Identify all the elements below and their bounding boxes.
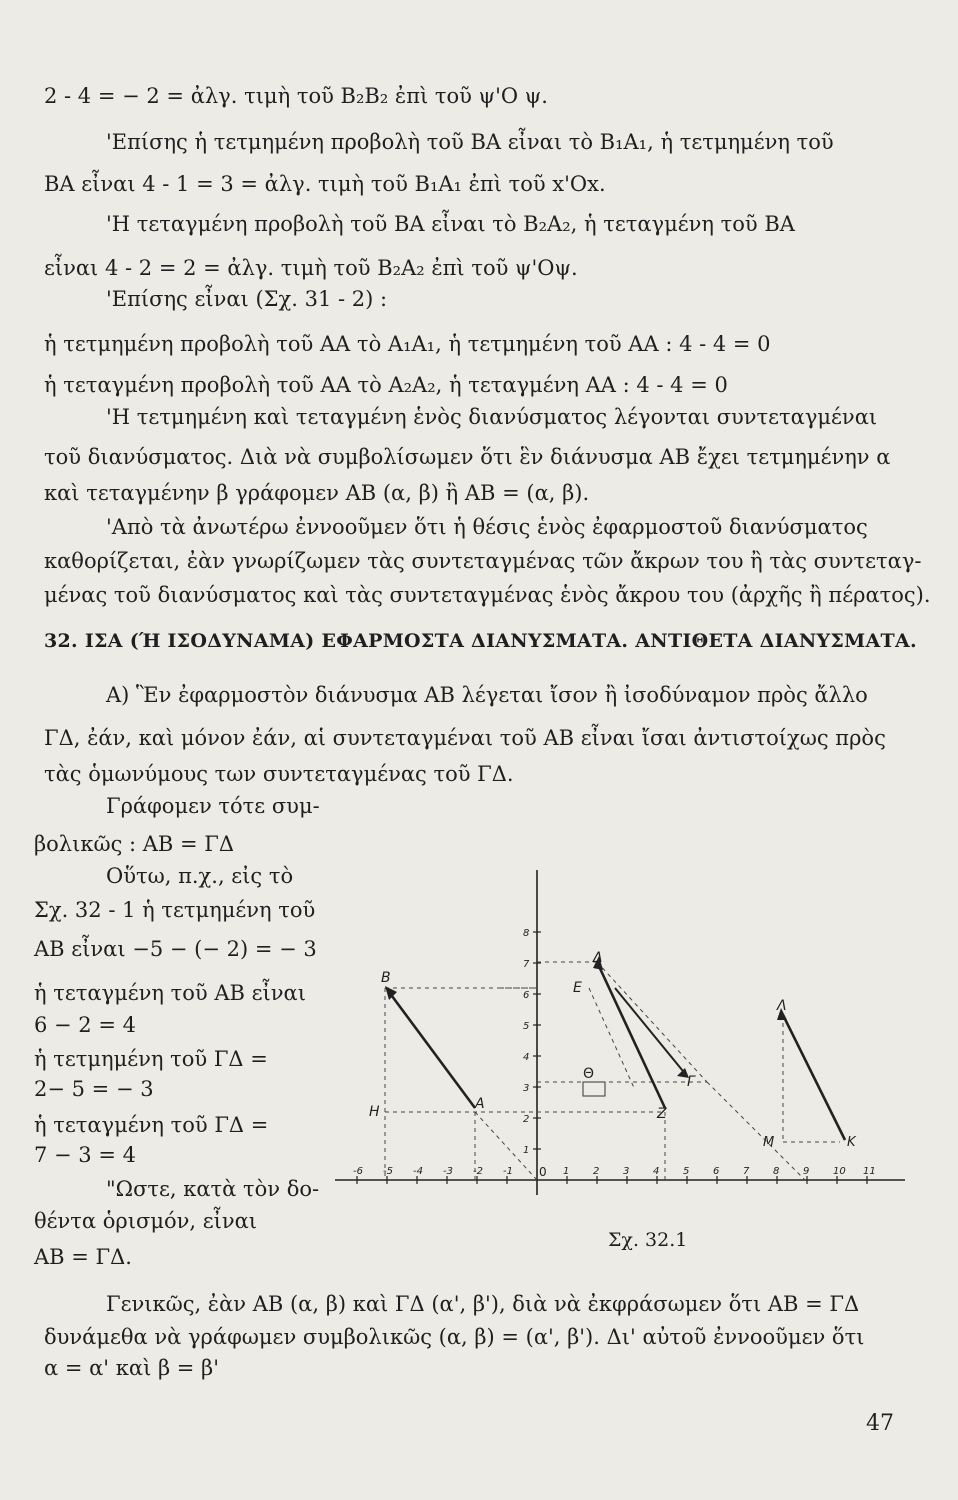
x-tick-label: 5 xyxy=(683,1166,690,1177)
x-tick-label: 3 xyxy=(623,1166,630,1177)
text-line: AB εἶναι −5 − (− 2) = − 3 xyxy=(34,937,317,961)
text-line: 7 − 3 = 4 xyxy=(34,1143,136,1167)
x-tick-label: 7 xyxy=(743,1166,750,1177)
point-label-delta: Δ xyxy=(593,950,603,966)
text-line: 'Επίσης εἶναι (Σχ. 31 - 2) : xyxy=(106,287,388,311)
text-line: "Ωστε, κατὰ τὸν δο- xyxy=(106,1177,320,1201)
y-tick-label: 4 xyxy=(523,1052,530,1063)
text-line: Σχ. 32 - 1 ἡ τετμημένη τοῦ xyxy=(34,898,316,922)
text-line: ἡ τετμημένη τοῦ ΓΔ = xyxy=(34,1047,268,1071)
section-heading: 32. ΙΣΑ (Ή ΙΣΟΔΥΝΑΜΑ) ΕΦΑΡΜΟΣΤΑ ΔΙΑΝΥΣΜΑΤΑ. ΑΝΤΙΘΕΤΑ ΔΙΑΝΥΣΜΑΤΑ. xyxy=(44,630,917,652)
vector-ez xyxy=(615,988,687,1076)
text-line: Γενικῶς, ἐὰν AB (α, β) καὶ ΓΔ (α', β'), διὰ νὰ ἐκφράσωμεν ὅτι AB = ΓΔ xyxy=(106,1292,860,1316)
page-number: 47 xyxy=(866,1411,894,1436)
text-line: 'Η τετμημένη καὶ τεταγμένη ἑνὸς διανύσματος λέγονται συντεταγμέναι xyxy=(106,405,878,429)
text-line: βολικῶς : AB = ΓΔ xyxy=(34,832,235,856)
origin-label: 0 xyxy=(539,1165,547,1179)
x-tick-label: -1 xyxy=(503,1166,513,1177)
x-tick-label: 4 xyxy=(653,1166,660,1177)
text-line: τὰς ὁμωνύμους των συντεταγμένας τοῦ ΓΔ. xyxy=(44,762,514,786)
point-label-lambda: Λ xyxy=(777,998,787,1014)
text-line: BA εἶναι 4 - 1 = 3 = ἀλγ. τιμὴ τοῦ B₁A₁ ἐπὶ τοῦ x'Ox. xyxy=(44,172,606,196)
figure-32-1 xyxy=(325,850,925,1210)
figure-caption: Σχ. 32.1 xyxy=(608,1229,688,1251)
text-line: 'Η τεταγμένη προβολὴ τοῦ BA εἶναι τὸ B₂A₂, ἡ τεταγμένη τοῦ BA xyxy=(106,212,795,236)
vector-lk xyxy=(783,1015,845,1140)
x-tick-label: 8 xyxy=(773,1166,780,1177)
text-line: καὶ τεταγμένην β γράφομεν AB (α, β) ἢ AB = (α, β). xyxy=(44,481,590,505)
text-line: α = α' καὶ β = β' xyxy=(44,1356,219,1380)
y-tick-label: 7 xyxy=(523,959,530,970)
point-label-m: M xyxy=(763,1135,775,1150)
text-line: θέντα ὁρισμόν, εἶναι xyxy=(34,1209,258,1233)
text-line: ἡ τεταγμένη τοῦ ΓΔ = xyxy=(34,1113,269,1137)
x-tick-label: 9 xyxy=(803,1166,810,1177)
x-tick-label: 2 xyxy=(593,1166,600,1177)
text-line: 'Επίσης ἡ τετμημένη προβολὴ τοῦ BA εἶναι τὸ B₁A₁, ἡ τετμημένη τοῦ xyxy=(106,130,834,154)
point-label-h: H xyxy=(369,1104,380,1120)
x-tick-label: 10 xyxy=(833,1166,846,1177)
x-tick-label: -6 xyxy=(353,1166,363,1177)
x-tick-label: 1 xyxy=(563,1166,570,1177)
x-tick-label: 11 xyxy=(863,1166,876,1177)
y-tick-label: 6 xyxy=(523,990,530,1001)
text-line: εἶναι 4 - 2 = 2 = ἀλγ. τιμὴ τοῦ B₂A₂ ἐπὶ τοῦ ψ'Οψ. xyxy=(44,256,578,280)
text-line: ΓΔ, ἐάν, καὶ μόνον ἐάν, αἱ συντεταγμέναι τοῦ AB εἶναι ἴσαι ἀντιστοίχως πρὸς xyxy=(44,726,886,750)
text-line: 2− 5 = − 3 xyxy=(34,1077,154,1101)
text-line: ἡ τετμημένη προβολὴ τοῦ AA τὸ A₁A₁, ἡ τετμημένη τοῦ AA : 4 - 4 = 0 xyxy=(44,332,771,356)
x-tick-label: -2 xyxy=(473,1166,483,1177)
text-line: Γράφομεν τότε συμ- xyxy=(106,794,320,818)
x-tick-label: -3 xyxy=(443,1166,453,1177)
text-line: A) Ἓν ἐφαρμοστὸν διάνυσμα AB λέγεται ἴσον ἢ ἰσοδύναμον πρὸς ἄλλο xyxy=(106,683,868,707)
y-tick-label: 2 xyxy=(523,1114,530,1125)
text-line: καθορίζεται, ἐὰν γνωρίζωμεν τὰς συντεταγμένας τῶν ἄκρων του ἢ τὰς συντεταγ- xyxy=(44,549,922,573)
text-line: 'Απὸ τὰ ἀνωτέρω ἐννοοῦμεν ὅτι ἡ θέσις ἑνὸς ἐφαρμοστοῦ διανύσματος xyxy=(106,515,868,539)
y-tick-label: 1 xyxy=(523,1145,530,1156)
vector-ab xyxy=(389,992,475,1108)
y-tick-label: 8 xyxy=(523,928,530,939)
y-tick-label: 5 xyxy=(523,1021,530,1032)
text-line: ἡ τεταγμένη τοῦ AB εἶναι xyxy=(34,981,306,1005)
point-label-gamma: Γ xyxy=(687,1074,695,1090)
point-label-k: K xyxy=(847,1135,856,1150)
text-line: 6 − 2 = 4 xyxy=(34,1013,136,1037)
point-label-z: Z xyxy=(657,1106,667,1122)
text-line: μένας τοῦ διανύσματος καὶ τὰς συντεταγμένας ἑνὸς ἄκρου του (ἀρχῆς ἢ πέρατος). xyxy=(44,583,931,607)
point-label-b: B xyxy=(381,970,391,986)
text-line: Οὕτω, π.χ., εἰς τὸ xyxy=(106,864,294,888)
point-label-a: A xyxy=(475,1096,485,1112)
text-line: τοῦ διανύσματος. Διὰ νὰ συμβολίσωμεν ὅτι ἓν διάνυσμα AB ἔχει τετμημένην α xyxy=(44,445,891,469)
point-label-theta: Θ xyxy=(583,1066,595,1082)
vector-gd xyxy=(597,962,665,1108)
x-tick-label: -5 xyxy=(383,1166,393,1177)
text-line: ἡ τεταγμένη προβολὴ τοῦ AA τὸ A₂A₂, ἡ τεταγμένη AA : 4 - 4 = 0 xyxy=(44,373,728,397)
x-tick-label: 6 xyxy=(713,1166,720,1177)
text-line: 2 - 4 = − 2 = ἀλγ. τιμὴ τοῦ B₂B₂ ἐπὶ τοῦ ψ'Ο ψ. xyxy=(44,84,548,108)
x-tick-label: -4 xyxy=(413,1166,423,1177)
text-line: AB = ΓΔ. xyxy=(34,1245,132,1269)
text-line: δυνάμεθα νὰ γράφωμεν συμβολικῶς (α, β) = (α', β'). Δι' αὐτοῦ ἐννοοῦμεν ὅτι xyxy=(44,1325,865,1349)
point-label-e: E xyxy=(573,980,582,996)
y-tick-label: 3 xyxy=(523,1083,530,1094)
